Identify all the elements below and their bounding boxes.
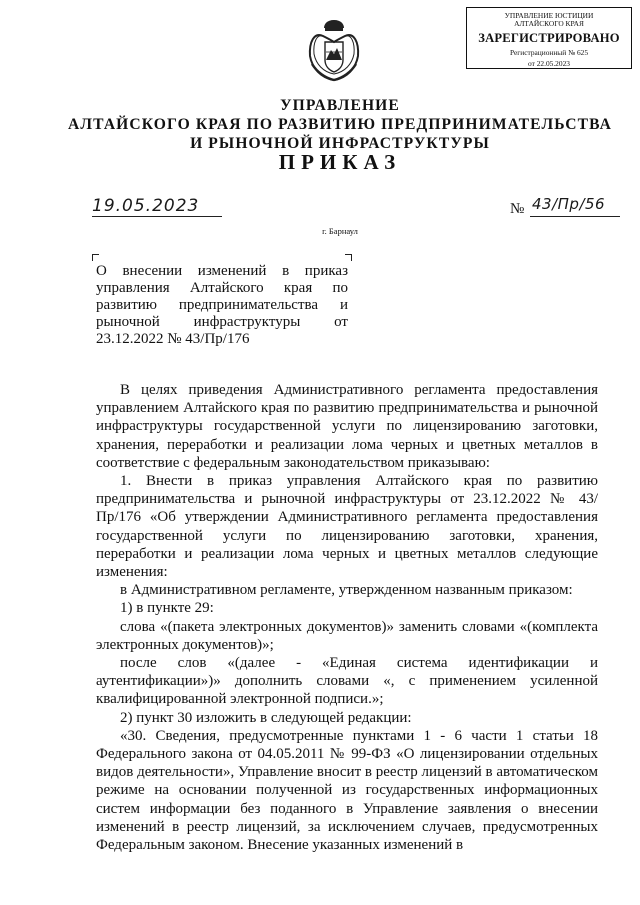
- subject-line: 23.12.2022 № 43/Пр/176: [96, 331, 250, 347]
- stamp-title: ЗАРЕГИСТРИРОВАНО: [478, 31, 620, 45]
- order-number-label: №: [510, 201, 525, 217]
- stamp-reg-number: Регистрационный № 625: [509, 48, 589, 57]
- subject-line: управления Алтайского края по: [96, 280, 348, 296]
- city: г. Барнаул: [322, 226, 358, 236]
- org-name-line2: АЛТАЙСКОГО КРАЯ ПО РАЗВИТИЮ ПРЕДПРИНИМАТЕЛЬСТВА: [68, 116, 612, 133]
- body-paragraph: после слов «(далее - «Единая система идентификации и аутентификации»)» дополнить словами «, с применением усиленной квалифицированной электронной подписи.»;: [96, 655, 598, 708]
- body-paragraph: 1) в пункте 29:: [120, 600, 214, 617]
- body-paragraph: «30. Сведения, предусмотренные пунктами 1 - 6 части 1 статьи 18 Федерального закона от 04.05.2011 № 99-ФЗ «О лицензировании отдельных видов деятельности», Управление вносит в реестр лицензий в автоматическом режиме на основании полученной из государственных информационных систем информации без поданного в Управление заявления о внесении изменений в реестр лицензий, за исключением случаев, предусмотренных Федеральным законом. Внесение указанных изменений в: [96, 727, 598, 854]
- body-paragraph: слова «(пакета электронных документов)» заменить словами «(комплекта электронных документов)»;: [96, 618, 598, 653]
- subject-bracket-right: [345, 254, 352, 261]
- document-type-title: ПРИКАЗ: [278, 150, 402, 174]
- order-date: 19.05.2023: [92, 196, 200, 216]
- subject-bracket-left: [92, 254, 99, 261]
- order-number: 43/Пр/56: [532, 195, 606, 213]
- stamp-reg-date: от 22.05.2023: [528, 59, 570, 68]
- body-paragraph: В целях приведения Административного регламента предоставления управлением Алтайского края по развитию предпринимательства и рыночной инфраструктуры государственной услуги по лицензированию заготовки, хранения, переработки и реализации лома черных и цветных металлов в соответствие с федеральным законодательством приказываю:: [96, 382, 598, 471]
- subject-line: О внесении изменений в приказ: [96, 263, 348, 279]
- order-subject: [96, 263, 348, 348]
- coat-of-arms-icon: [307, 16, 361, 84]
- subject-line: развитию предпринимательства и: [96, 297, 348, 313]
- stamp-authority-line2: АЛТАЙСКОГО КРАЯ: [514, 19, 584, 28]
- body-paragraph: в Административном регламенте, утвержденном названным приказом:: [120, 582, 573, 599]
- registration-stamp: [466, 7, 632, 69]
- stamp-authority-line1: УПРАВЛЕНИЕ ЮСТИЦИИ: [504, 11, 594, 20]
- body-paragraph: 1. Внести в приказ управления Алтайского края по развитию предпринимательства и рыночной инфраструктуры от 23.12.2022 № 43/Пр/176 «Об утверждении Административного регламента предоставления государственной услуги по лицензированию заготовки, хранения, переработки и реализации лома черных и цветных металлов следующие изменения:: [96, 473, 598, 581]
- org-name-line1: УПРАВЛЕНИЕ: [280, 97, 400, 114]
- order-body: [96, 381, 598, 854]
- subject-line: рыночной инфраструктуры от: [96, 314, 348, 330]
- number-underline: [530, 216, 620, 217]
- body-paragraph: 2) пункт 30 изложить в следующей редакции:: [120, 709, 412, 726]
- date-underline: [92, 216, 222, 217]
- org-name-line3: И РЫНОЧНОЙ ИНФРАСТРУКТУРЫ: [190, 135, 490, 152]
